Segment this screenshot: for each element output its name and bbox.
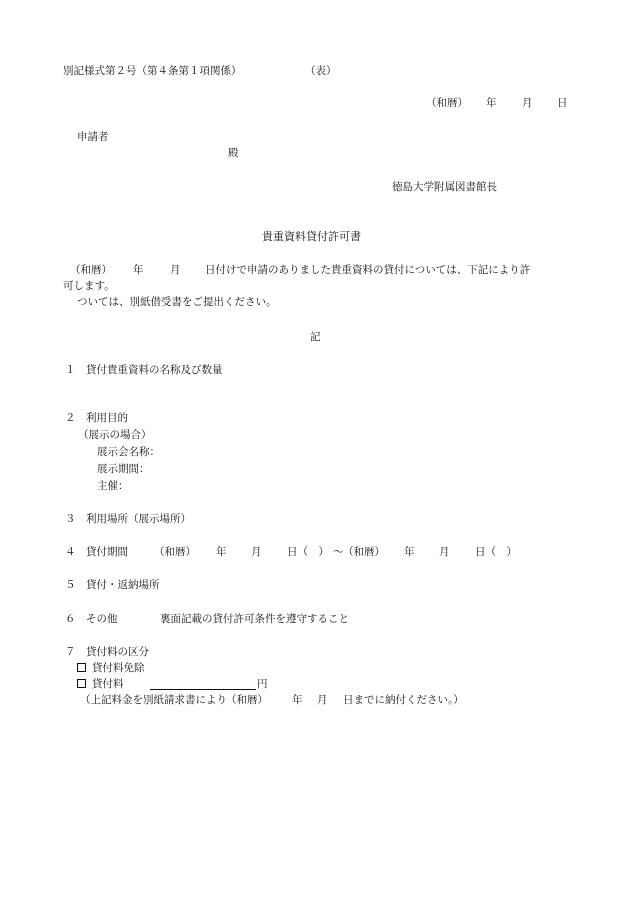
item1-number: １ [65, 364, 76, 376]
ki-heading: 記 [310, 331, 321, 343]
item4-day2: 日（ ） [475, 546, 517, 558]
item5-number: ５ [65, 579, 76, 591]
item6-text: その他 [86, 613, 118, 625]
body-era: （和暦） [70, 264, 112, 276]
fee-note-open: （上記料金を別紙請求書により [80, 694, 227, 706]
item2-sub1: 展示会名称： [97, 446, 160, 458]
fee-amount-line [150, 689, 256, 690]
date-day: 日 [557, 97, 568, 109]
fee-checkbox[interactable] [77, 679, 86, 688]
item5-text: 貸付・返納場所 [86, 579, 160, 591]
fee-label: 貸付料 [92, 678, 124, 690]
item6-number: ６ [65, 613, 76, 625]
fee-option[interactable] [77, 677, 124, 691]
form-side: （表） [305, 65, 337, 77]
body-line1: 日付けで申請のありました貴重資料の貸付については、下記により許 [205, 264, 531, 276]
date-year: 年 [486, 97, 497, 109]
item3-text: 利用場所（展示場所） [86, 513, 191, 525]
applicant-label: 申請者 [77, 131, 109, 143]
item3-number: ３ [65, 513, 76, 525]
item7-text: 貸付料の区分 [86, 646, 149, 658]
fee-note-month: 月 [317, 694, 328, 706]
item2-number: ２ [65, 412, 76, 424]
item2-text: 利用目的 [86, 412, 128, 424]
item4-month2: 月 [439, 546, 450, 558]
item2-sub2: 展示期間： [97, 463, 150, 475]
item4-text: 貸付期間 [86, 546, 128, 558]
item1-text: 貸付貴重資料の名称及び数量 [86, 364, 223, 376]
item4-year2: 年 [404, 546, 415, 558]
body-line3: ついては、別紙借受書をご提出ください。 [77, 296, 277, 308]
fee-note-close: 日までに納付ください。） [343, 694, 464, 706]
item4-era2: （和暦） [343, 546, 385, 558]
fee-exempt-option[interactable] [77, 661, 145, 675]
document-title: 貴重資料貸付許可書 [262, 230, 361, 243]
applicant-honorific: 殿 [228, 147, 239, 159]
item2-sub3: 主催： [97, 480, 129, 492]
date-era: （和暦） [426, 97, 468, 109]
item4-tilde: ～ [333, 546, 344, 558]
item4-day1: 日（ ） [287, 546, 329, 558]
fee-exempt-checkbox[interactable] [77, 663, 86, 672]
fee-note-era: （和暦） [226, 694, 268, 706]
item2-sub-header: （展示の場合） [78, 429, 152, 441]
form-id: 別記様式第２号（第４条第１項関係） [63, 65, 242, 77]
item7-number: ７ [65, 646, 76, 658]
fee-yen: 円 [257, 678, 268, 690]
item4-year1: 年 [216, 546, 227, 558]
issuer: 徳島大学附属図書館長 [392, 181, 497, 193]
body-month: 月 [170, 264, 181, 276]
item4-number: ４ [65, 546, 76, 558]
fee-note-year: 年 [292, 694, 303, 706]
item4-era1: （和暦） [154, 546, 196, 558]
body-line2: 可します。 [63, 280, 115, 292]
item6-note: 裏面記載の貸付許可条件を遵守すること [160, 613, 349, 625]
date-month: 月 [522, 97, 533, 109]
item4-month1: 月 [251, 546, 262, 558]
body-year: 年 [133, 264, 144, 276]
fee-exempt-label: 貸付料免除 [92, 662, 145, 674]
